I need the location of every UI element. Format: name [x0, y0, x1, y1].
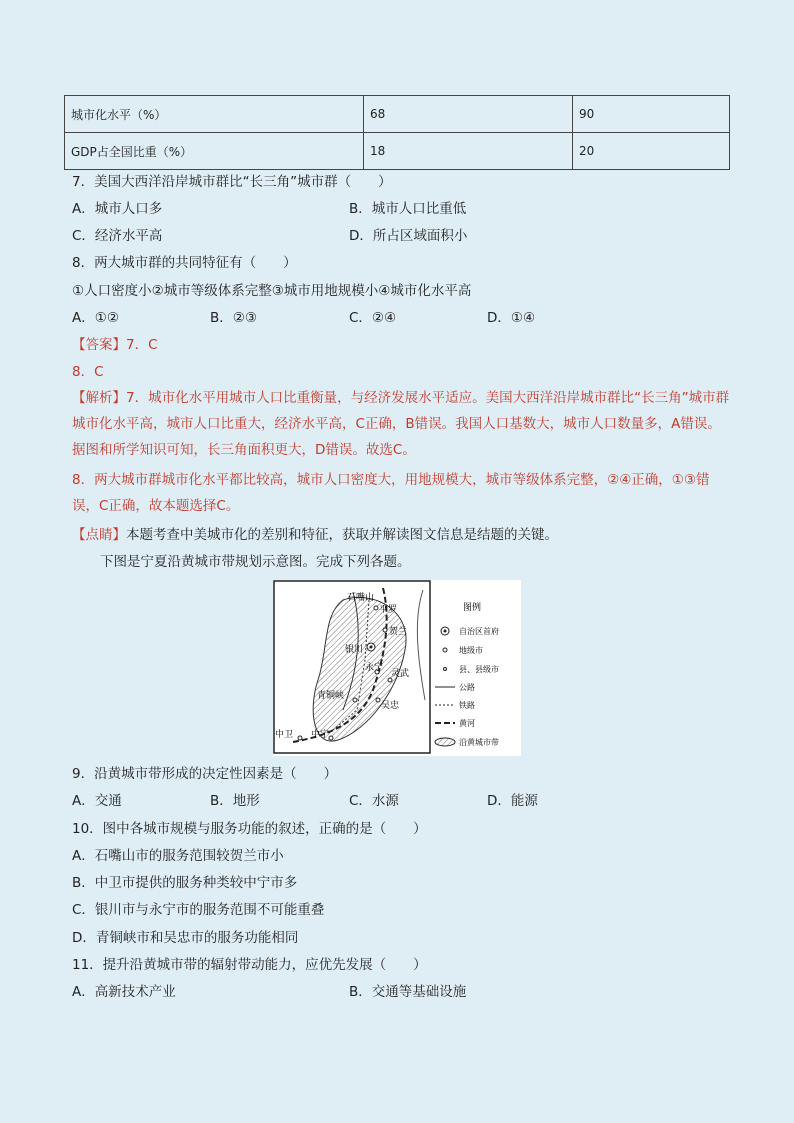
- legend-prefecture-icon: [443, 648, 447, 652]
- map-label-zhongning: 中宁: [311, 730, 330, 740]
- legend-county-icon: [444, 668, 447, 671]
- map-label-helan: 贺兰: [389, 627, 408, 637]
- q9-option-d: D．能源: [487, 793, 538, 809]
- city-symbol: [329, 736, 333, 740]
- map-label-lingwu: 灵武: [391, 669, 410, 679]
- q7-stem: 7．美国大西洋沿岸城市群比“长三角”城市群（ ）: [72, 174, 392, 190]
- comment-line: [72, 525, 558, 545]
- q8-option-c: C．②④: [349, 310, 397, 326]
- answer-8: 8．C: [72, 364, 104, 380]
- q10-option-b: B．中卫市提供的服务种类较中宁市多: [72, 875, 298, 891]
- map-label-yinchuan: 银川: [345, 645, 364, 655]
- answer-tag: 【答案】: [72, 337, 126, 353]
- table-cell: 城市化水平（%）: [65, 96, 364, 133]
- table-row: [65, 96, 730, 133]
- q8-stem: 8．两大城市群的共同特征有（ ）: [72, 255, 297, 271]
- map-label-wuzhong: 吴忠: [381, 701, 400, 711]
- q7-option-c: C．经济水平高: [72, 228, 163, 244]
- legend-belt-icon: [435, 738, 455, 746]
- table-cell: 68: [364, 96, 573, 133]
- q8-option-d: D．①④: [487, 310, 536, 326]
- legend-railway: 铁路: [459, 701, 475, 710]
- analysis-text-7: 7．城市化水平用城市人口比重衡量，与经济发展水平适应。美国大西洋沿岸城市群比“长三角”城市群城市化水平高，城市人口比重大，经济水平高，C正确，B错误。我国人口基数大，城市人口数量多，A错误。据图和所学知识可知，长三角面积更大，D错误。故选C。: [72, 390, 730, 458]
- q8-option-b: B．②③: [210, 310, 257, 326]
- analysis-text-8: 8．两大城市群城市化水平都比较高，城市人口密度大，用地规模大，城市等级体系完整，②④正确，①③错误，C正确，故本题选择C。: [72, 472, 710, 514]
- legend-belt: 沿黄城市带: [459, 738, 499, 747]
- intro-text: 下图是宁夏沿黄城市带规划示意图。完成下列各题。: [100, 554, 411, 570]
- q7-option-b: B．城市人口比重低: [349, 201, 467, 217]
- legend-road: 公路: [459, 683, 475, 692]
- map-svg: [273, 580, 521, 756]
- data-table: [64, 95, 730, 170]
- legend-river: 黄河: [459, 719, 475, 728]
- q10-option-c: C．银川市与永宁市的服务范围不可能重叠: [72, 902, 325, 918]
- q7-option-a: A．城市人口多: [72, 201, 163, 217]
- q10-option-d: D．青铜峡市和吴忠市的服务功能相同: [72, 930, 299, 946]
- q9-option-b: B．地形: [210, 793, 260, 809]
- analysis-7: [72, 385, 732, 463]
- q8-option-a: A．①②: [72, 310, 119, 326]
- legend-prefecture: 地级市: [459, 646, 483, 655]
- comment-text: 本题考查中美城市化的差别和特征，获取并解读图文信息是结题的关键。: [126, 527, 558, 543]
- map-label-shizuishan: 石嘴山: [347, 593, 375, 603]
- map-label-zhongwei: 中卫: [275, 730, 294, 740]
- city-symbol: [383, 628, 387, 632]
- analysis-8: [72, 467, 732, 519]
- comment-tag: 【点睛】: [72, 527, 126, 543]
- q11-option-b: B．交通等基础设施: [349, 984, 467, 1000]
- legend-capital-icon-dot: [444, 630, 447, 633]
- q10-stem: 10．图中各城市规模与服务功能的叙述，正确的是（ ）: [72, 821, 427, 837]
- q9-option-c: C．水源: [349, 793, 399, 809]
- q9-option-a: A．交通: [72, 793, 122, 809]
- table-cell: 20: [573, 133, 730, 170]
- table-cell: GDP占全国比重（%）: [65, 133, 364, 170]
- city-symbol: [298, 736, 302, 740]
- city-symbol: [353, 698, 357, 702]
- analysis-tag: 【解析】: [72, 390, 126, 406]
- ningxia-map: [273, 580, 521, 756]
- q9-stem: 9．沿黄城市带形成的决定性因素是（ ）: [72, 766, 338, 782]
- legend-county: 县、县级市: [459, 665, 499, 674]
- q11-option-a: A．高新技术产业: [72, 984, 176, 1000]
- table-cell: 18: [364, 133, 573, 170]
- city-symbol: [376, 698, 380, 702]
- answer-line: [72, 335, 158, 355]
- q7-option-d: D．所占区域面积小: [349, 228, 468, 244]
- map-label-qingtongxia: 青铜峡: [317, 691, 345, 701]
- legend-title: 图例: [463, 603, 482, 613]
- boundary-line: [417, 590, 425, 700]
- q10-option-a: A．石嘴山市的服务范围较贺兰市小: [72, 848, 284, 864]
- capital-symbol-dot: [370, 646, 373, 649]
- legend-capital: 自治区首府: [459, 627, 499, 636]
- table-cell: 90: [573, 96, 730, 133]
- map-label-yongning: 永宁: [365, 663, 384, 673]
- answer-7: 7．C: [126, 337, 158, 353]
- city-symbol: [374, 606, 378, 610]
- q8-items: ①人口密度小②城市等级体系完整③城市用地规模小④城市化水平高: [72, 283, 472, 299]
- q11-stem: 11．提升沿黄城市带的辐射带动能力，应优先发展（ ）: [72, 957, 427, 973]
- table-row: [65, 133, 730, 170]
- map-label-pingluo: 平罗: [379, 605, 398, 615]
